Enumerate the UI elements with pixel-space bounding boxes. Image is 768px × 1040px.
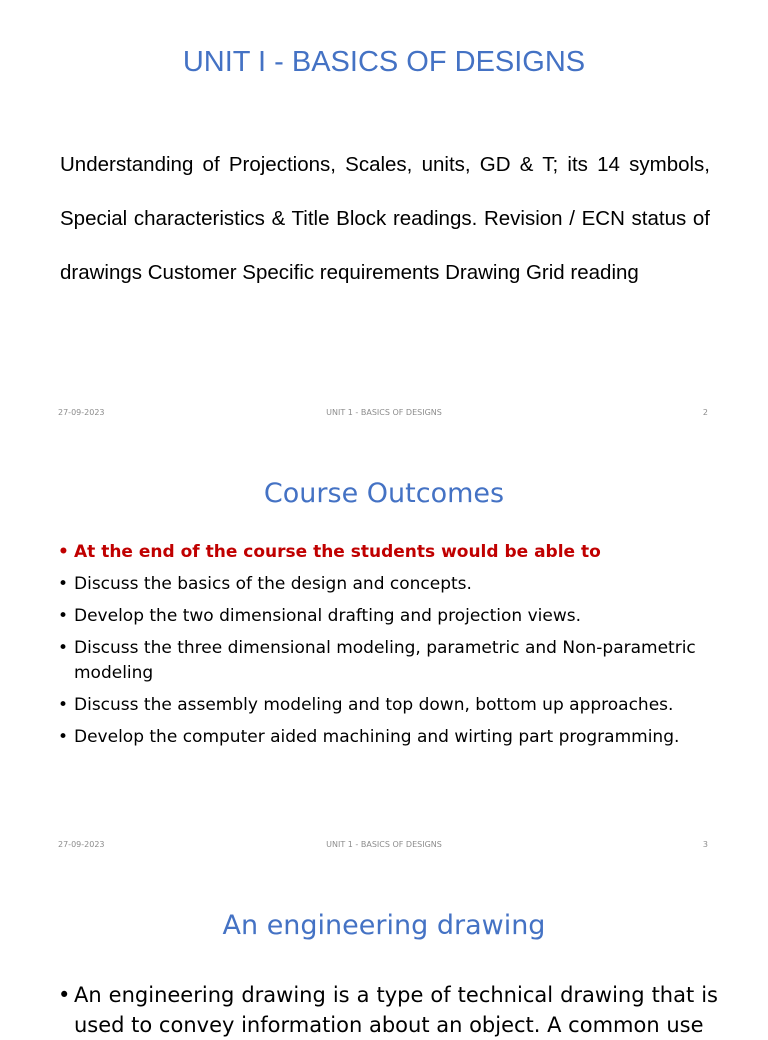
slide-unit-basics xyxy=(0,0,768,432)
slide-title: An engineering drawing xyxy=(222,910,546,941)
list-item: • An engineering drawing is a type of technical drawing that is used to convey information about an object. A common use xyxy=(58,980,718,1040)
list-item: • Discuss the assembly modeling and top down, bottom up approaches. xyxy=(58,693,698,718)
list-item: • Develop the computer aided machining and wirting part programming. xyxy=(58,725,698,750)
footer-title: UNIT 1 - BASICS OF DESIGNS xyxy=(326,408,442,417)
slide-body-text: Understanding of Projections, Scales, units, GD & T; its 14 symbols, Special characteristics & Title Block readings. Revision / ECN status of drawings Customer Specific requirements Drawing Grid reading xyxy=(60,153,710,284)
list-item: • Discuss the basics of the design and concepts. xyxy=(58,572,698,597)
outcomes-list xyxy=(58,540,698,757)
footer-page-number: 3 xyxy=(702,840,708,849)
footer-date: 27-09-2023 xyxy=(58,840,105,849)
slide-title: UNIT I - BASICS OF DESIGNS xyxy=(182,46,586,78)
footer-page-number: 2 xyxy=(702,408,708,417)
slide-course-outcomes xyxy=(0,432,768,864)
footer-title: UNIT 1 - BASICS OF DESIGNS xyxy=(326,840,442,849)
slide-engineering-drawing xyxy=(0,864,768,1037)
list-item: • At the end of the course the students would be able to xyxy=(58,540,698,565)
slide-title: Course Outcomes xyxy=(263,478,505,509)
footer-date: 27-09-2023 xyxy=(58,408,105,417)
list-item: • Develop the two dimensional drafting and projection views. xyxy=(58,604,698,629)
definition-list xyxy=(58,980,718,1040)
list-item: • Discuss the three dimensional modeling, parametric and Non-parametric modeling xyxy=(58,636,698,686)
